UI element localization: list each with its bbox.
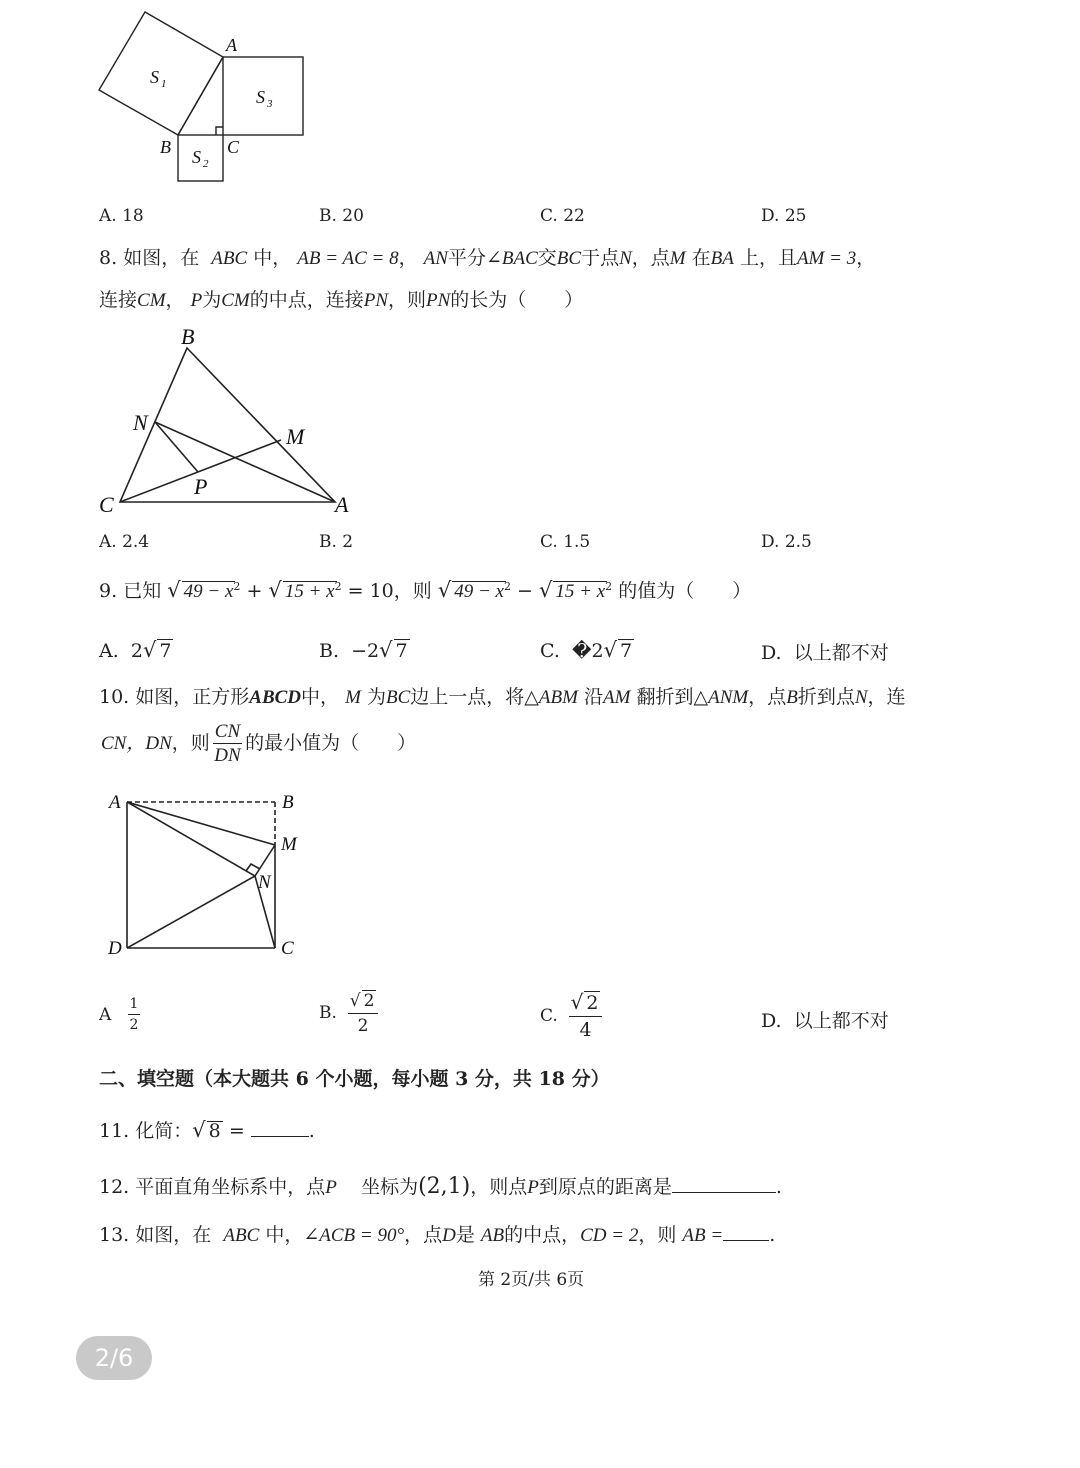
- q7-label-S1: S: [150, 67, 159, 87]
- q13-stem: 13. 如图，在 ABC 中，∠ACB = 90°，点D是 AB的中点，CD = 2，则 AB = .: [99, 1224, 776, 1246]
- q8-label-C: C: [99, 492, 114, 517]
- q10-line2: CN，DN ，则 $\frac{CN}{DN}$ 的最小值为（ ）: [101, 721, 417, 766]
- q9-stem: 9. 已知 √ $49 - x^2$ + √ $15 + x^2 = 10$，则 √ $49 - x^2$ − √ $15 + x^2$ 的值为（ ）: [99, 578, 752, 602]
- q7-label-C: C: [227, 137, 240, 157]
- q10-line1: 10. 如图，正方形ABCD中， M 为BC边上一点，将△ABM 沿AM 翻折到△ANM，点B折到点N，连: [99, 686, 906, 708]
- q7-option-c[interactable]: C. 22: [540, 206, 585, 226]
- q11-answer-blank[interactable]: [251, 1136, 309, 1137]
- q9-option-a[interactable]: A. 2√ 7: [99, 638, 172, 662]
- q8-option-a[interactable]: A. 2.4: [99, 532, 150, 552]
- q8-option-b[interactable]: B. 2: [319, 532, 354, 552]
- q7-label-S2: S: [192, 147, 201, 167]
- q8-option-d[interactable]: D. 2.5: [761, 532, 812, 552]
- q10-label-D: D: [108, 938, 122, 959]
- q8-label-A: A: [335, 492, 349, 517]
- q8-figure: [95, 320, 365, 520]
- q8-label-N: N: [133, 410, 148, 435]
- q7-figure: [90, 5, 320, 190]
- q7-label-S3: S: [256, 87, 265, 107]
- q10-label-C: C: [281, 938, 294, 959]
- q10-label-A: A: [109, 792, 121, 813]
- q9-option-d[interactable]: D. 以上都不对: [761, 642, 889, 664]
- q8-line2: 连接CM， P为CM的中点，连接PN，则PN的长为（ ）: [99, 289, 584, 311]
- q7-option-b[interactable]: B. 20: [319, 206, 364, 226]
- q10-figure: [100, 788, 310, 966]
- q10-option-c[interactable]: C. $\frac{√ 2}{4}$: [540, 990, 602, 1041]
- q9-option-c[interactable]: C. �2√ 7: [540, 638, 633, 662]
- q8-option-c[interactable]: C. 1.5: [540, 532, 591, 552]
- q8-line1: 8. 如图，在 ABC 中， AB = AC = 8， AN平分∠BAC交BC于点N，点M 在BA 上，且AM = 3，: [99, 247, 876, 269]
- q10-option-b[interactable]: B. $\frac{√ 2}{2}$: [319, 990, 378, 1036]
- q11-stem: 11. 化简：√ 8 = .: [99, 1118, 315, 1142]
- q10-option-a[interactable]: A $\frac{1}{2}$: [99, 996, 139, 1033]
- q8-label-M: M: [286, 424, 305, 449]
- q10-label-B: B: [282, 792, 294, 813]
- q9-option-b[interactable]: B. −2√ 7: [319, 638, 408, 662]
- q12-answer-blank[interactable]: [672, 1192, 776, 1193]
- q8-label-B: B: [181, 324, 195, 349]
- q7-option-a[interactable]: A. 18: [99, 206, 144, 226]
- q7-label-A: A: [226, 35, 237, 55]
- q13-answer-blank[interactable]: [723, 1240, 769, 1241]
- q7-label-S3-sub: 3: [267, 98, 273, 110]
- q7-option-d[interactable]: D. 25: [761, 206, 807, 226]
- page-footer: 第 2页/共 6页: [478, 1270, 585, 1290]
- q8-label-P: P: [194, 474, 208, 499]
- q7-label-S2-sub: 2: [203, 158, 209, 170]
- q12-stem: 12. 平面直角坐标系中，点P 坐标为(2,1)，则点P到原点的距离是 .: [99, 1174, 782, 1199]
- page-indicator[interactable]: 2/6: [76, 1336, 152, 1380]
- q7-label-S1-sub: 1: [161, 78, 167, 90]
- q10-label-N: N: [258, 872, 271, 893]
- q10-label-M: M: [281, 834, 297, 855]
- q10-option-d[interactable]: D. 以上都不对: [761, 1010, 889, 1032]
- q7-label-B: B: [160, 137, 171, 157]
- section2-title: 二、填空题（本大题共 6 个小题，每小题 3 分，共 18 分）: [99, 1068, 610, 1090]
